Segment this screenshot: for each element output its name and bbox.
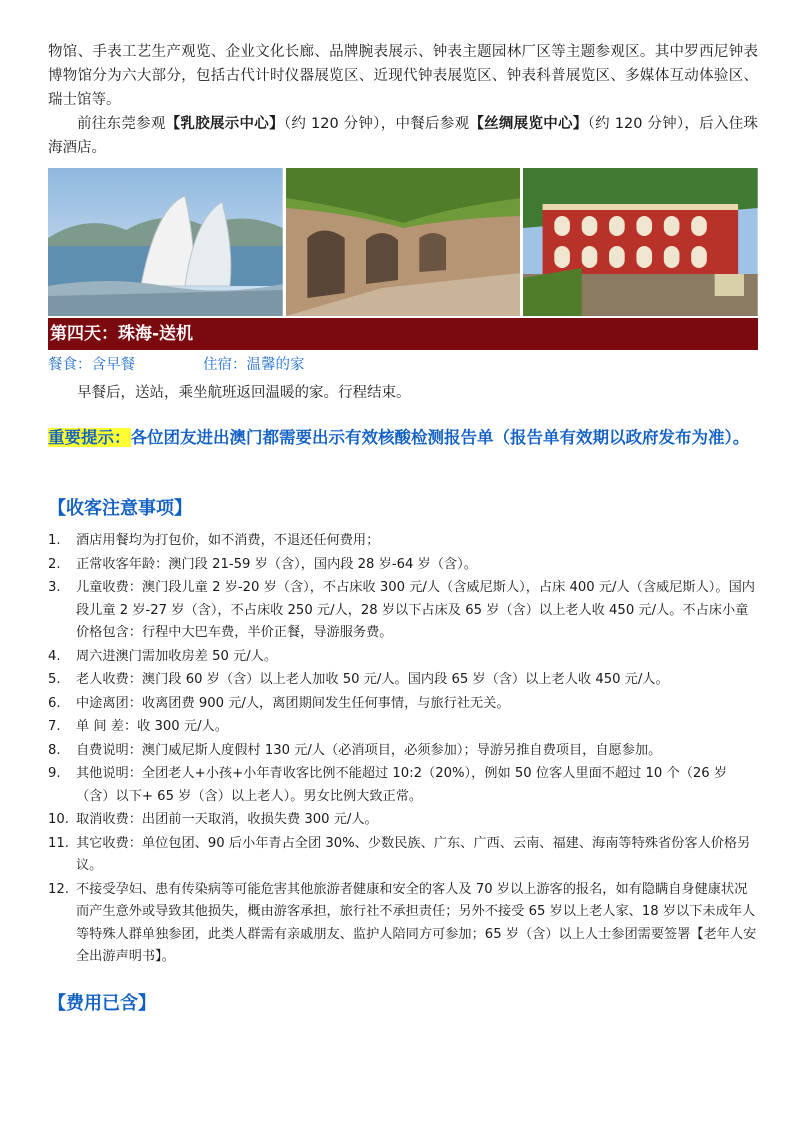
note-text: 不接受孕妇、患有传染病等可能危害其他旅游者健康和安全的客人及 70 岁以上游客的报名，如有隐瞒自身健康状况而产生意外或导致其他损失，概由游客承担，旅行社不承担责任；另外不接受 65 岁以上老人家、18 岁以下未成年人等特殊人群单独参团，此类人群需有亲戚朋友、监护人陪同方可参加；65 岁（含）以上人士参团需要签署【老年人安全出游声明书】。: [76, 881, 757, 964]
note-text: 周六进澳门需加收房差 50 元/人。: [76, 648, 278, 664]
text-span: 前往东莞参观: [77, 116, 166, 132]
note-text: 单 间 差：收 300 元/人。: [76, 719, 228, 734]
note-text: 取消收费：出团前一天取消，收损失费 300 元/人。: [76, 812, 378, 827]
note-text: 老人收费：澳门段 60 岁（含）以上老人加收 50 元/人。国内段 65 岁（含）以上老人收 450 元/人。: [76, 672, 669, 687]
note-item: [48, 669, 758, 692]
note-item: [48, 763, 758, 808]
photo-red-mansion: [523, 168, 758, 316]
text-span: （约 120 分钟），中餐后参观: [283, 116, 470, 132]
note-text: 酒店用餐均为打包价，如不消费，不退还任何费用；: [76, 533, 380, 548]
section-title-notes: 【收客注意事项】: [48, 498, 192, 519]
important-notice: [48, 425, 758, 450]
note-text: 其它收费：单位包团、90 后小年青占全团 30%、少数民族、广东、广西、云南、福建、海南等特殊省份客人价格另议。: [76, 835, 751, 873]
note-number: 8.: [48, 742, 61, 758]
day4-title-band: 第四天：珠海-送机: [48, 318, 758, 350]
text-span: （约 120 分钟），后入住珠海酒店。: [48, 116, 759, 156]
note-number: 1.: [48, 533, 61, 548]
note-number: 11.: [48, 835, 69, 851]
note-number: 5.: [48, 672, 61, 687]
note-text: 正常收客年龄：澳门段 21-59 岁（含），国内段 28 岁-64 岁（含）。: [76, 556, 477, 572]
note-text: 儿童收费：澳门段儿童 2 岁-20 岁（含），不占床收 300 元/人（含威尼斯人），占床 400 元/人（含威尼斯人）。国内段儿童 2 岁-27 岁（含），不占床收 250 元/人，28 岁以下占床及 65 岁（含）以上老人收 450 元/人。不占床小童价格包含：行程中大巴车费，半价正餐，导游服务费。: [76, 580, 755, 640]
silk-center-name: 【丝绸展览中心】: [469, 116, 588, 132]
day4-description: 早餐后，送站，乘坐航班返回温暖的家。行程结束。: [77, 385, 411, 401]
intro-paragraph-2: [48, 112, 758, 160]
note-text: 中途离团：收离团费 900 元/人，离团期间发生任何事情，与旅行社无关。: [76, 695, 510, 711]
meals-label: 餐食：含早餐: [48, 357, 135, 373]
photo-strip: [48, 168, 758, 316]
notes-list: [48, 530, 758, 969]
note-text: 其他说明：全团老人+小孩+小年青收客比例不能超过 10:2（20%），例如 50 位客人里面不超过 10 个（26 岁（含）以下+ 65 岁（含）以上老人）。男女比例大致正常。: [76, 766, 728, 804]
notice-text: 各位团友进出澳门都需要出示有效核酸检测报告单（报告单有效期以政府发布为准）。: [130, 428, 750, 447]
note-item: [48, 809, 758, 832]
note-number: 4.: [48, 648, 61, 664]
intro-paragraph: 物馆、手表工艺生产观览、企业文化长廊、品牌腕表展示、钟表主题园林厂区等主题参观区。其中罗西尼钟表博物馆分为六大部分，包括古代计时仪器展览区、近现代钟表展览区、钟表科普展览区、多媒体互动体验区、瑞士馆等。: [48, 44, 758, 108]
note-item: [48, 577, 758, 645]
note-number: 7.: [48, 719, 61, 734]
note-number: 2.: [48, 556, 61, 572]
note-number: 3.: [48, 580, 61, 595]
note-number: 10.: [48, 812, 69, 827]
note-text: 自费说明：澳门威尼斯人度假村 130 元/人（必消项目，必须参加）；导游另推自费项目，自愿参加。: [76, 742, 662, 758]
note-number: 9.: [48, 766, 61, 781]
note-item: [48, 740, 758, 763]
notice-tag: 重要提示：: [48, 428, 131, 447]
note-item: [48, 693, 758, 716]
note-item: [48, 716, 758, 739]
note-item: [48, 833, 758, 878]
photo-fort-ruins: [286, 168, 521, 316]
section-title-fees: 【费用已含】: [48, 992, 156, 1014]
note-number: 12.: [48, 881, 69, 897]
note-item: [48, 554, 758, 577]
stay-label: 住宿：温馨的家: [203, 357, 305, 373]
note-item: [48, 879, 758, 969]
day4-meals-stay: [48, 352, 758, 378]
latex-center-name: 【乳胶展示中心】: [165, 116, 284, 132]
note-item: [48, 530, 758, 553]
page-content: [48, 40, 758, 1017]
note-number: 6.: [48, 695, 61, 711]
photo-opera-house: [48, 168, 283, 316]
note-item: [48, 646, 758, 669]
